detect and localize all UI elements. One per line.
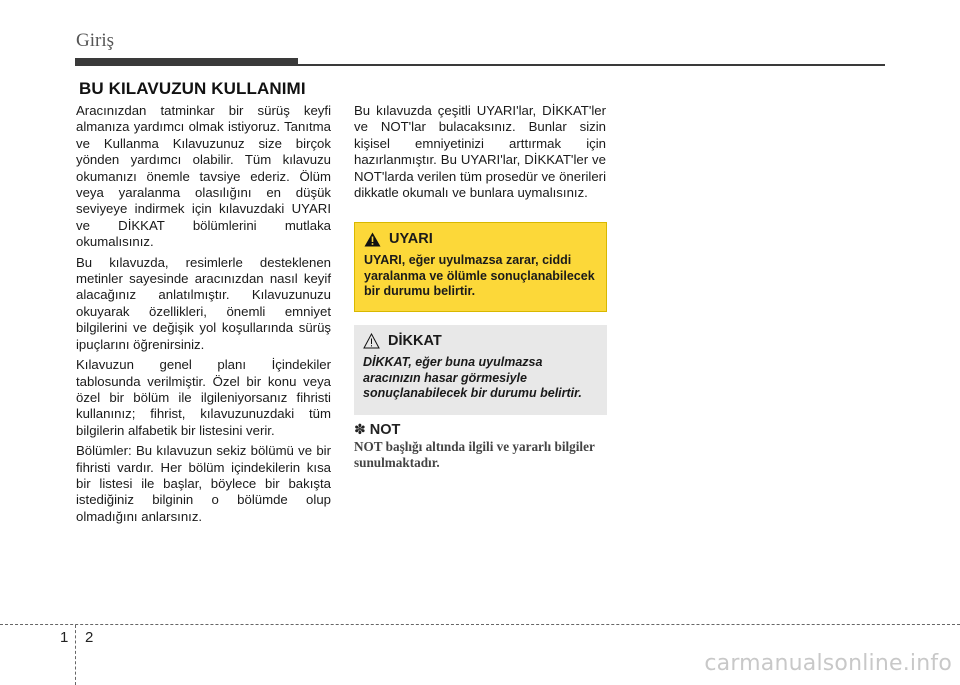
left-paragraph-1: Aracınızdan tatminkar bir sürüş keyfi almanıza yardımcı olmak istiyoruz. Tanıtma ve Kullanma Kılavuzunuz size birçok yönden yardımcı olabilir. Tüm kılavuzu okumanızı önemle tavsiye ederiz. Ölüm veya yaralanma olasılığını en düşük seviyeye indirmek için kılavuzdaki UYARI ve DİKKAT bölümlerini mutlaka okumalısınız.: [76, 103, 331, 250]
warning-box: [354, 222, 607, 312]
note-star-icon: ✽: [354, 421, 366, 437]
left-column: [76, 103, 331, 529]
footer-vline: [75, 625, 76, 685]
warning-box-title: [364, 231, 597, 247]
caution-title-text: DİKKAT: [388, 333, 442, 349]
left-paragraph-4: Bölümler: Bu kılavuzun sekiz bölümü ve bir fihristi vardır. Her bölüm içindekilerin kısa bir listesi ile başlar, böylece bir bakışta istediğiniz bilginin o bölümde olup olmadığını anlarsınız.: [76, 443, 331, 524]
warning-title-text: UYARI: [389, 231, 433, 247]
footer-hline: [0, 624, 960, 625]
note-title: [354, 421, 400, 438]
caution-box: [354, 325, 607, 415]
warning-box-body: UYARI, eğer uyulmazsa zarar, ciddi yaralanma ve ölümle sonuçlanabilecek bir durumu belirtir.: [364, 253, 595, 298]
right-paragraph: Bu kılavuzda çeşitli UYARI'lar, DİKKAT'ler ve NOT'lar bulacaksınız. Bunlar sizin kişisel emniyetinizi arttırmak için hazırlanmıştır. Bu UYARI'lar, DİKKAT'ler ve NOT'larda verilen tüm prosedür ve önerileri dikkatle okumalı ve bunlara uymalısınız.: [354, 103, 606, 201]
footer-chapter: 1: [60, 629, 69, 646]
warning-triangle-icon: [364, 232, 381, 247]
section-heading: BU KILAVUZUN KULLANIMI: [79, 79, 306, 98]
header-title: Giriş: [76, 30, 114, 51]
watermark: carmanualsonline.info: [704, 651, 952, 676]
footer-page: 2: [85, 629, 94, 646]
left-paragraph-2: Bu kılavuzda, resimlerle desteklenen metinler sayesinde aracınızdan nasıl keyif alacağınız anlatılmıştır. Kılavuzunuzu okuyarak özellikleri, önemli emniyet bilgilerini ve değişik yol koşullarında sürüş ipuçlarını öğrenirsiniz.: [76, 254, 331, 352]
left-paragraph-3: Kılavuzun genel planı İçindekiler tablosunda verilmiştir. Özel bir konu veya özel bir bölüm ile ilgileniyorsanız fihristi kullanınız; fihrist, kılavuzunuzdaki tüm bilgilerin alfabetik bir listesini verir.: [76, 357, 331, 438]
note-title-text: NOT: [369, 421, 401, 438]
note-body: NOT başlığı altında ilgili ve yararlı bilgiler sunulmaktadır.: [354, 439, 595, 470]
caution-box-body: DİKKAT, eğer buna uyulmazsa aracınızın hasar görmesiyle sonuçlanabilecek bir durumu belirtir.: [363, 355, 582, 400]
right-column: [354, 103, 606, 205]
header-bar-thin: [75, 64, 885, 66]
caution-box-title: [363, 333, 598, 349]
caution-triangle-icon: [363, 333, 380, 349]
